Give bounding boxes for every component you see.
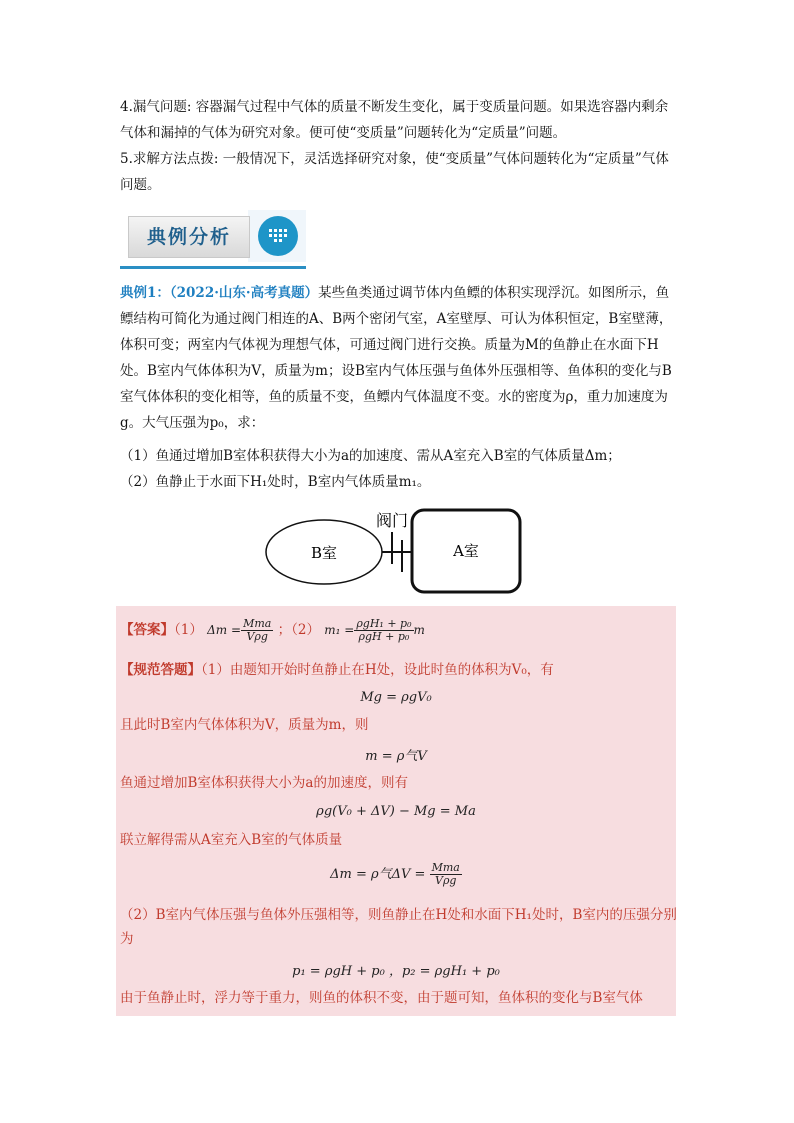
eq4-num: Mma	[431, 861, 460, 874]
solution-line-6: 由于鱼静止时，浮力等于重力，则鱼的体积不变，由于题可知，鱼体积的变化与B室气体	[120, 990, 643, 1006]
f1-den: Vρg	[246, 630, 268, 643]
f2-tail: m	[413, 623, 425, 637]
heading-underline	[120, 266, 306, 269]
answer-label: 【答案】	[120, 622, 174, 638]
solution-line-4: 联立解得需从A室充入B室的气体质量	[120, 832, 343, 848]
grid-dots-icon	[258, 216, 298, 256]
example-text	[120, 280, 680, 436]
chamber-a-label: A室	[453, 542, 479, 560]
valve-label: 阀门	[375, 511, 409, 530]
solution-line-2: 且此时B室内气体体积为V，质量为m，则	[120, 717, 369, 733]
swim-bladder-diagram	[262, 500, 532, 600]
eq4-den: Vρg	[435, 874, 457, 887]
solution-line-5: （2）B室内气体压强与鱼体外压强相等，则鱼静止在H处和水面下H₁处时，B室内的压强分别为	[120, 907, 677, 947]
f2-lhs: m₁ =	[324, 623, 355, 637]
equation-1: Mg = ρgV₀	[360, 690, 432, 705]
f2-den: ρgH + p₀	[358, 630, 410, 643]
heading-title: 典例分析	[128, 216, 250, 258]
section-heading	[120, 208, 306, 264]
question-2: （2）鱼静止于水面下H₁处时，B室内气体质量m₁。	[120, 474, 431, 490]
example-body: 某些鱼类通过调节体内鱼鳔的体积实现浮沉。如图所示，鱼鳔结构可简化为通过阀门相连的A、B两个密闭气室，A室壁厚、可认为体积恒定，B室壁薄，体积可变；两室内气体视为理想气体，可通过阀门进行交换。质量为M的鱼静止在水面下H处。B室内气体体积为V，质量为m；设B室内气体压强与鱼体外压强相等、鱼体积的变化与B室气体体积的变化相等，鱼的质量不变，鱼鳔内气体温度不变。水的密度为ρ，重力加速度为g。大气压强为p₀，求：	[120, 285, 673, 431]
equation-3: ρg(V₀ + ΔV) − Mg = Ma	[316, 804, 476, 819]
solution-label: 【规范答题】	[120, 662, 201, 678]
f2-num: ρgH₁ + p₀	[356, 617, 412, 630]
solution-line-1	[120, 658, 680, 682]
example-title: 典例1：（2022·山东·高考真题）	[120, 285, 319, 301]
equation-2: m = ρ气V	[365, 749, 427, 764]
chamber-b-label: B室	[310, 544, 338, 562]
answer-formula-1	[207, 617, 273, 643]
equation-5: p₁ = ρgH + p₀ ，p₂ = ρgH₁ + p₀	[292, 964, 500, 979]
answer-separator: ；（2）	[277, 622, 320, 638]
equation-4	[116, 862, 676, 887]
intro-paragraph-4: 4.漏气问题: 容器漏气过程中气体的质量不断发生变化，属于变质量问题。如果选容器内剩余气体和漏掉的气体为研究对象。便可使“变质量”问题转化为“定质量”问题。	[120, 99, 669, 141]
answer-formula-2	[324, 617, 425, 643]
intro-paragraph-5: 5.求解方法点拨: 一般情况下，灵活选择研究对象，使“变质量”气体问题转化为“定质量”气体问题。	[120, 151, 669, 193]
solution-line-3: 鱼通过增加B室体积获得大小为a的加速度，则有	[120, 775, 408, 791]
solution-text-1: （1）由题知开始时鱼静止在H处，设此时鱼的体积为V₀，有	[201, 662, 554, 678]
f1-lhs: Δm =	[207, 623, 242, 637]
answer-line	[120, 618, 680, 643]
question-1: （1）鱼通过增加B室体积获得大小为a的加速度、需从A室充入B室的气体质量Δm；	[120, 448, 621, 464]
f1-num: Mma	[243, 617, 272, 630]
answer-part1-label: （1）	[174, 622, 203, 638]
eq4-lhs: Δm = ρ气ΔV =	[330, 867, 426, 882]
